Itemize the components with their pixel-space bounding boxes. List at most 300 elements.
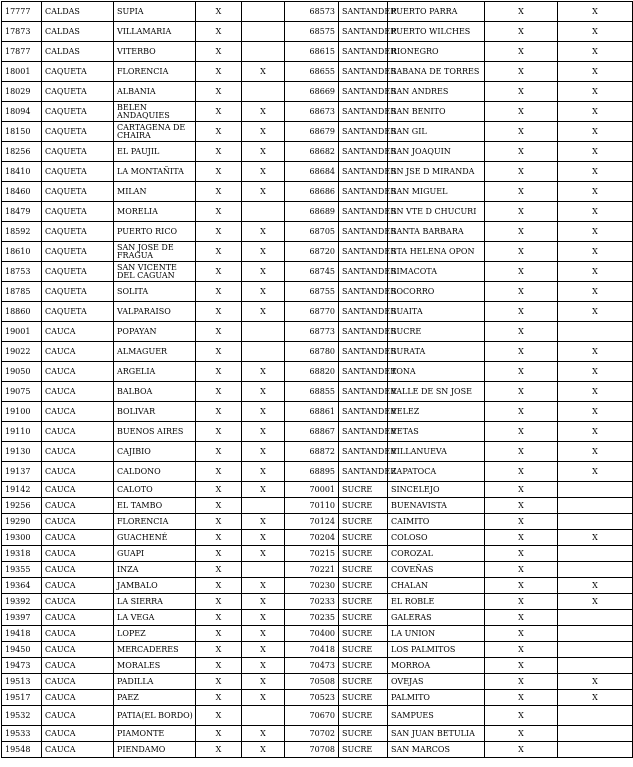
cell-mark-left-1: X bbox=[196, 42, 242, 62]
cell-mark-right-2 bbox=[558, 658, 633, 674]
table-row bbox=[2, 658, 633, 674]
cell-department-left: CAUCA bbox=[42, 726, 114, 742]
cell-municipality-left: LA VEGA bbox=[114, 610, 196, 626]
cell-mark-left-1: X bbox=[196, 162, 242, 182]
cell-mark-right-1: X bbox=[485, 442, 558, 462]
cell-mark-left-1: X bbox=[196, 302, 242, 322]
cell-mark-right-2: X bbox=[558, 82, 633, 102]
table-row bbox=[2, 690, 633, 706]
cell-code-left: 18094 bbox=[2, 102, 42, 122]
cell-mark-left-2: X bbox=[242, 482, 285, 498]
cell-municipality-left: BELEN ANDAQUIES bbox=[114, 102, 196, 122]
cell-code-right: 70230 bbox=[285, 578, 339, 594]
cell-department-right: SUCRE bbox=[339, 546, 388, 562]
cell-mark-right-1: X bbox=[485, 2, 558, 22]
cell-municipality-right: TONA bbox=[388, 362, 485, 382]
cell-mark-left-2: X bbox=[242, 610, 285, 626]
cell-municipality-left: PIENDAMO bbox=[114, 742, 196, 758]
cell-mark-right-2: X bbox=[558, 382, 633, 402]
cell-code-right: 68615 bbox=[285, 42, 339, 62]
cell-mark-right-2: X bbox=[558, 142, 633, 162]
cell-department-left: CALDAS bbox=[42, 22, 114, 42]
cell-code-left: 19022 bbox=[2, 342, 42, 362]
cell-department-left: CAUCA bbox=[42, 462, 114, 482]
cell-mark-left-1: X bbox=[196, 674, 242, 690]
cell-municipality-right: COLOSO bbox=[388, 530, 485, 546]
cell-mark-left-1: X bbox=[196, 514, 242, 530]
cell-mark-right-1: X bbox=[485, 222, 558, 242]
cell-code-right: 68673 bbox=[285, 102, 339, 122]
table-row bbox=[2, 102, 633, 122]
cell-mark-left-2 bbox=[242, 42, 285, 62]
cell-department-right: SANTANDER bbox=[339, 382, 388, 402]
table-row bbox=[2, 626, 633, 642]
cell-department-right: SANTANDER bbox=[339, 102, 388, 122]
cell-mark-right-1: X bbox=[485, 322, 558, 342]
table-row bbox=[2, 530, 633, 546]
cell-mark-left-1: X bbox=[196, 82, 242, 102]
cell-mark-left-1: X bbox=[196, 562, 242, 578]
cell-municipality-right: ZAPATOCA bbox=[388, 462, 485, 482]
cell-mark-left-2: X bbox=[242, 626, 285, 642]
cell-mark-right-1: X bbox=[485, 162, 558, 182]
cell-mark-right-1: X bbox=[485, 342, 558, 362]
cell-department-right: SUCRE bbox=[339, 642, 388, 658]
cell-mark-left-1: X bbox=[196, 626, 242, 642]
cell-mark-left-2 bbox=[242, 22, 285, 42]
cell-mark-right-1: X bbox=[485, 282, 558, 302]
cell-municipality-left: ALBANIA bbox=[114, 82, 196, 102]
cell-municipality-left: CAJIBIO bbox=[114, 442, 196, 462]
cell-mark-right-2 bbox=[558, 482, 633, 498]
cell-municipality-left: EL TAMBO bbox=[114, 498, 196, 514]
cell-code-right: 70418 bbox=[285, 642, 339, 658]
cell-municipality-right: SAN BENITO bbox=[388, 102, 485, 122]
cell-municipality-left: BUENOS AIRES bbox=[114, 422, 196, 442]
cell-mark-left-1: X bbox=[196, 322, 242, 342]
cell-municipality-right: COVEÑAS bbox=[388, 562, 485, 578]
cell-mark-right-2: X bbox=[558, 422, 633, 442]
table-row bbox=[2, 202, 633, 222]
cell-code-left: 17873 bbox=[2, 22, 42, 42]
cell-mark-left-2: X bbox=[242, 62, 285, 82]
cell-municipality-left: MORELIA bbox=[114, 202, 196, 222]
table-row bbox=[2, 674, 633, 690]
cell-code-right: 68780 bbox=[285, 342, 339, 362]
table-row bbox=[2, 402, 633, 422]
cell-mark-right-2: X bbox=[558, 242, 633, 262]
cell-department-right: SANTANDER bbox=[339, 42, 388, 62]
cell-code-left: 19418 bbox=[2, 626, 42, 642]
cell-department-right: SANTANDER bbox=[339, 222, 388, 242]
cell-mark-left-2: X bbox=[242, 302, 285, 322]
table-row bbox=[2, 222, 633, 242]
cell-mark-left-2: X bbox=[242, 442, 285, 462]
municipality-table-container bbox=[1, 1, 632, 758]
cell-municipality-right: SAN GIL bbox=[388, 122, 485, 142]
cell-department-right: SUCRE bbox=[339, 726, 388, 742]
cell-mark-left-2: X bbox=[242, 594, 285, 610]
cell-mark-right-1: X bbox=[485, 82, 558, 102]
cell-mark-left-1: X bbox=[196, 262, 242, 282]
cell-code-right: 70400 bbox=[285, 626, 339, 642]
cell-mark-right-2: X bbox=[558, 162, 633, 182]
cell-municipality-left: BOLIVAR bbox=[114, 402, 196, 422]
cell-mark-left-2: X bbox=[242, 514, 285, 530]
cell-municipality-right: RIONEGRO bbox=[388, 42, 485, 62]
cell-mark-left-2: X bbox=[242, 642, 285, 658]
cell-department-right: SUCRE bbox=[339, 594, 388, 610]
cell-mark-left-2: X bbox=[242, 362, 285, 382]
cell-code-right: 70670 bbox=[285, 706, 339, 726]
cell-municipality-left: SUPIA bbox=[114, 2, 196, 22]
cell-mark-right-1: X bbox=[485, 62, 558, 82]
cell-code-right: 70215 bbox=[285, 546, 339, 562]
cell-municipality-right: SIMACOTA bbox=[388, 262, 485, 282]
municipality-table bbox=[1, 1, 633, 758]
table-row bbox=[2, 362, 633, 382]
cell-department-left: CAQUETA bbox=[42, 302, 114, 322]
cell-municipality-right: SAN JUAN BETULIA bbox=[388, 726, 485, 742]
table-row bbox=[2, 162, 633, 182]
cell-mark-right-1: X bbox=[485, 726, 558, 742]
cell-mark-left-1: X bbox=[196, 726, 242, 742]
cell-mark-right-2: X bbox=[558, 594, 633, 610]
cell-municipality-left: VITERBO bbox=[114, 42, 196, 62]
cell-municipality-right: LA UNION bbox=[388, 626, 485, 642]
cell-code-left: 19001 bbox=[2, 322, 42, 342]
cell-code-right: 68689 bbox=[285, 202, 339, 222]
cell-mark-left-1: X bbox=[196, 282, 242, 302]
cell-mark-right-1: X bbox=[485, 690, 558, 706]
table-row bbox=[2, 706, 633, 726]
cell-mark-left-2: X bbox=[242, 402, 285, 422]
cell-municipality-right: SAN ANDRES bbox=[388, 82, 485, 102]
cell-municipality-left: GUACHENÉ bbox=[114, 530, 196, 546]
cell-mark-left-2: X bbox=[242, 182, 285, 202]
cell-municipality-left: PAEZ bbox=[114, 690, 196, 706]
cell-department-left: CAQUETA bbox=[42, 142, 114, 162]
cell-code-right: 70110 bbox=[285, 498, 339, 514]
cell-mark-right-1: X bbox=[485, 22, 558, 42]
cell-department-right: SUCRE bbox=[339, 498, 388, 514]
cell-department-left: CAUCA bbox=[42, 706, 114, 726]
cell-municipality-right: VELEZ bbox=[388, 402, 485, 422]
cell-municipality-left: PUERTO RICO bbox=[114, 222, 196, 242]
cell-mark-right-1: X bbox=[485, 42, 558, 62]
cell-department-left: CAUCA bbox=[42, 342, 114, 362]
cell-municipality-right: SAN JOAQUIN bbox=[388, 142, 485, 162]
cell-mark-left-2: X bbox=[242, 282, 285, 302]
table-row bbox=[2, 462, 633, 482]
cell-mark-left-1: X bbox=[196, 498, 242, 514]
cell-municipality-left: CARTAGENA DE CHAIRA bbox=[114, 122, 196, 142]
cell-code-left: 18460 bbox=[2, 182, 42, 202]
cell-mark-right-2: X bbox=[558, 122, 633, 142]
cell-mark-left-2: X bbox=[242, 530, 285, 546]
cell-code-right: 70221 bbox=[285, 562, 339, 578]
cell-municipality-right: SABANA DE TORRES bbox=[388, 62, 485, 82]
cell-code-right: 68755 bbox=[285, 282, 339, 302]
cell-municipality-left: VALPARAISO bbox=[114, 302, 196, 322]
cell-department-left: CAUCA bbox=[42, 442, 114, 462]
table-row bbox=[2, 282, 633, 302]
cell-department-left: CALDAS bbox=[42, 2, 114, 22]
cell-department-left: CAQUETA bbox=[42, 222, 114, 242]
cell-department-left: CAUCA bbox=[42, 382, 114, 402]
cell-mark-left-2 bbox=[242, 2, 285, 22]
cell-department-right: SANTANDER bbox=[339, 22, 388, 42]
cell-mark-left-1: X bbox=[196, 690, 242, 706]
cell-department-left: CAUCA bbox=[42, 690, 114, 706]
table-row bbox=[2, 546, 633, 562]
cell-code-left: 18256 bbox=[2, 142, 42, 162]
cell-mark-right-2: X bbox=[558, 182, 633, 202]
cell-mark-right-2: X bbox=[558, 578, 633, 594]
cell-code-right: 70001 bbox=[285, 482, 339, 498]
cell-department-left: CAQUETA bbox=[42, 262, 114, 282]
cell-municipality-right: SAN MARCOS bbox=[388, 742, 485, 758]
cell-code-right: 68770 bbox=[285, 302, 339, 322]
cell-department-right: SUCRE bbox=[339, 690, 388, 706]
cell-mark-left-2 bbox=[242, 498, 285, 514]
cell-mark-right-1: X bbox=[485, 462, 558, 482]
cell-department-left: CAQUETA bbox=[42, 82, 114, 102]
table-row bbox=[2, 578, 633, 594]
table-row bbox=[2, 610, 633, 626]
cell-mark-right-1: X bbox=[485, 498, 558, 514]
cell-department-right: SANTANDER bbox=[339, 202, 388, 222]
cell-department-left: CAQUETA bbox=[42, 202, 114, 222]
cell-department-left: CAUCA bbox=[42, 498, 114, 514]
cell-mark-left-2: X bbox=[242, 546, 285, 562]
cell-code-left: 18150 bbox=[2, 122, 42, 142]
cell-municipality-left: ARGELIA bbox=[114, 362, 196, 382]
cell-mark-left-2: X bbox=[242, 742, 285, 758]
cell-mark-right-2 bbox=[558, 726, 633, 742]
cell-mark-left-2: X bbox=[242, 122, 285, 142]
cell-code-right: 70235 bbox=[285, 610, 339, 626]
cell-municipality-right: SINCELEJO bbox=[388, 482, 485, 498]
cell-department-right: SUCRE bbox=[339, 742, 388, 758]
cell-department-right: SUCRE bbox=[339, 530, 388, 546]
cell-municipality-right: BUENAVISTA bbox=[388, 498, 485, 514]
table-row bbox=[2, 482, 633, 498]
table-row bbox=[2, 142, 633, 162]
cell-mark-right-2: X bbox=[558, 362, 633, 382]
cell-code-left: 19513 bbox=[2, 674, 42, 690]
cell-code-left: 18860 bbox=[2, 302, 42, 322]
table-body bbox=[2, 2, 633, 758]
cell-municipality-left: SAN VICENTE DEL CAGUAN bbox=[114, 262, 196, 282]
cell-municipality-left: MERCADERES bbox=[114, 642, 196, 658]
cell-municipality-right: PALMITO bbox=[388, 690, 485, 706]
cell-code-right: 68745 bbox=[285, 262, 339, 282]
cell-mark-left-2: X bbox=[242, 222, 285, 242]
cell-municipality-right: MORROA bbox=[388, 658, 485, 674]
cell-code-left: 19355 bbox=[2, 562, 42, 578]
cell-mark-left-1: X bbox=[196, 706, 242, 726]
cell-mark-left-1: X bbox=[196, 142, 242, 162]
cell-mark-right-1: X bbox=[485, 530, 558, 546]
cell-code-right: 68820 bbox=[285, 362, 339, 382]
cell-department-left: CAUCA bbox=[42, 514, 114, 530]
cell-department-right: SANTANDER bbox=[339, 322, 388, 342]
cell-department-right: SUCRE bbox=[339, 626, 388, 642]
cell-code-left: 19130 bbox=[2, 442, 42, 462]
cell-mark-right-2: X bbox=[558, 2, 633, 22]
cell-municipality-left: LOPEZ bbox=[114, 626, 196, 642]
cell-department-right: SANTANDER bbox=[339, 282, 388, 302]
cell-mark-left-1: X bbox=[196, 462, 242, 482]
cell-municipality-left: VILLAMARIA bbox=[114, 22, 196, 42]
cell-mark-right-1: X bbox=[485, 302, 558, 322]
cell-code-left: 18029 bbox=[2, 82, 42, 102]
cell-mark-right-1: X bbox=[485, 262, 558, 282]
cell-code-right: 68895 bbox=[285, 462, 339, 482]
cell-municipality-right: GALERAS bbox=[388, 610, 485, 626]
cell-mark-right-2: X bbox=[558, 302, 633, 322]
table-row bbox=[2, 742, 633, 758]
cell-department-right: SANTANDER bbox=[339, 2, 388, 22]
cell-municipality-left: SAN JOSE DE FRAGUA bbox=[114, 242, 196, 262]
cell-mark-right-2: X bbox=[558, 62, 633, 82]
cell-code-left: 18001 bbox=[2, 62, 42, 82]
cell-mark-right-2 bbox=[558, 322, 633, 342]
cell-mark-left-1: X bbox=[196, 342, 242, 362]
cell-mark-right-2: X bbox=[558, 690, 633, 706]
cell-mark-right-1: X bbox=[485, 658, 558, 674]
cell-code-left: 19050 bbox=[2, 362, 42, 382]
cell-department-right: SANTANDER bbox=[339, 422, 388, 442]
cell-department-left: CAUCA bbox=[42, 594, 114, 610]
cell-mark-right-2: X bbox=[558, 462, 633, 482]
cell-code-left: 17877 bbox=[2, 42, 42, 62]
cell-department-left: CAUCA bbox=[42, 610, 114, 626]
cell-code-right: 70473 bbox=[285, 658, 339, 674]
cell-department-left: CAUCA bbox=[42, 642, 114, 658]
table-row bbox=[2, 726, 633, 742]
cell-municipality-left: JAMBALO bbox=[114, 578, 196, 594]
cell-mark-left-1: X bbox=[196, 594, 242, 610]
cell-code-left: 18785 bbox=[2, 282, 42, 302]
cell-code-right: 68679 bbox=[285, 122, 339, 142]
cell-department-right: SANTANDER bbox=[339, 302, 388, 322]
cell-department-right: SUCRE bbox=[339, 658, 388, 674]
cell-municipality-right: SUAITA bbox=[388, 302, 485, 322]
cell-department-right: SANTANDER bbox=[339, 62, 388, 82]
cell-code-left: 19364 bbox=[2, 578, 42, 594]
cell-municipality-left: LA SIERRA bbox=[114, 594, 196, 610]
cell-mark-left-2 bbox=[242, 562, 285, 578]
cell-mark-right-2: X bbox=[558, 42, 633, 62]
cell-mark-left-1: X bbox=[196, 362, 242, 382]
cell-municipality-right: SAMPUES bbox=[388, 706, 485, 726]
cell-mark-left-1: X bbox=[196, 102, 242, 122]
table-row bbox=[2, 382, 633, 402]
cell-department-left: CAUCA bbox=[42, 422, 114, 442]
cell-mark-right-1: X bbox=[485, 626, 558, 642]
cell-mark-left-2 bbox=[242, 322, 285, 342]
cell-municipality-right: COROZAL bbox=[388, 546, 485, 562]
cell-mark-right-1: X bbox=[485, 202, 558, 222]
cell-code-right: 68855 bbox=[285, 382, 339, 402]
cell-mark-left-1: X bbox=[196, 442, 242, 462]
cell-department-right: SANTANDER bbox=[339, 162, 388, 182]
table-row bbox=[2, 22, 633, 42]
cell-mark-left-2 bbox=[242, 202, 285, 222]
cell-municipality-right: PUERTO WILCHES bbox=[388, 22, 485, 42]
cell-department-right: SANTANDER bbox=[339, 142, 388, 162]
cell-department-right: SANTANDER bbox=[339, 442, 388, 462]
table-row bbox=[2, 2, 633, 22]
cell-mark-right-2: X bbox=[558, 342, 633, 362]
cell-code-right: 68773 bbox=[285, 322, 339, 342]
cell-municipality-left: LA MONTAÑITA bbox=[114, 162, 196, 182]
cell-mark-left-2 bbox=[242, 706, 285, 726]
cell-department-left: CAUCA bbox=[42, 674, 114, 690]
cell-mark-left-1: X bbox=[196, 62, 242, 82]
cell-code-left: 19142 bbox=[2, 482, 42, 498]
cell-code-left: 18610 bbox=[2, 242, 42, 262]
cell-mark-left-2: X bbox=[242, 674, 285, 690]
cell-code-right: 70523 bbox=[285, 690, 339, 706]
cell-municipality-left: PADILLA bbox=[114, 674, 196, 690]
cell-municipality-right: STA HELENA OPON bbox=[388, 242, 485, 262]
cell-mark-right-1: X bbox=[485, 402, 558, 422]
cell-municipality-left: POPAYAN bbox=[114, 322, 196, 342]
cell-code-left: 19290 bbox=[2, 514, 42, 530]
cell-mark-left-1: X bbox=[196, 122, 242, 142]
cell-department-right: SUCRE bbox=[339, 514, 388, 530]
cell-mark-left-2 bbox=[242, 82, 285, 102]
cell-mark-right-2 bbox=[558, 546, 633, 562]
table-row bbox=[2, 322, 633, 342]
cell-code-left: 19100 bbox=[2, 402, 42, 422]
cell-department-right: SUCRE bbox=[339, 706, 388, 726]
cell-mark-right-2 bbox=[558, 498, 633, 514]
table-row bbox=[2, 242, 633, 262]
cell-mark-right-1: X bbox=[485, 182, 558, 202]
cell-code-right: 68720 bbox=[285, 242, 339, 262]
cell-department-left: CAUCA bbox=[42, 402, 114, 422]
cell-mark-right-1: X bbox=[485, 594, 558, 610]
cell-department-left: CAQUETA bbox=[42, 162, 114, 182]
cell-mark-right-1: X bbox=[485, 706, 558, 726]
cell-department-right: SUCRE bbox=[339, 482, 388, 498]
cell-department-right: SANTANDER bbox=[339, 182, 388, 202]
cell-department-left: CAUCA bbox=[42, 626, 114, 642]
cell-code-left: 19137 bbox=[2, 462, 42, 482]
cell-municipality-right: SUCRE bbox=[388, 322, 485, 342]
cell-mark-left-1: X bbox=[196, 182, 242, 202]
cell-department-left: CAQUETA bbox=[42, 282, 114, 302]
cell-code-right: 68655 bbox=[285, 62, 339, 82]
cell-mark-right-1: X bbox=[485, 382, 558, 402]
cell-mark-left-2: X bbox=[242, 382, 285, 402]
cell-code-left: 19473 bbox=[2, 658, 42, 674]
cell-mark-right-1: X bbox=[485, 142, 558, 162]
cell-code-left: 19110 bbox=[2, 422, 42, 442]
cell-code-left: 18479 bbox=[2, 202, 42, 222]
cell-code-left: 19300 bbox=[2, 530, 42, 546]
cell-code-right: 70204 bbox=[285, 530, 339, 546]
cell-municipality-left: PATIA(EL BORDO) bbox=[114, 706, 196, 726]
table-row bbox=[2, 642, 633, 658]
cell-mark-left-1: X bbox=[196, 402, 242, 422]
cell-department-right: SANTANDER bbox=[339, 342, 388, 362]
cell-code-left: 19392 bbox=[2, 594, 42, 610]
